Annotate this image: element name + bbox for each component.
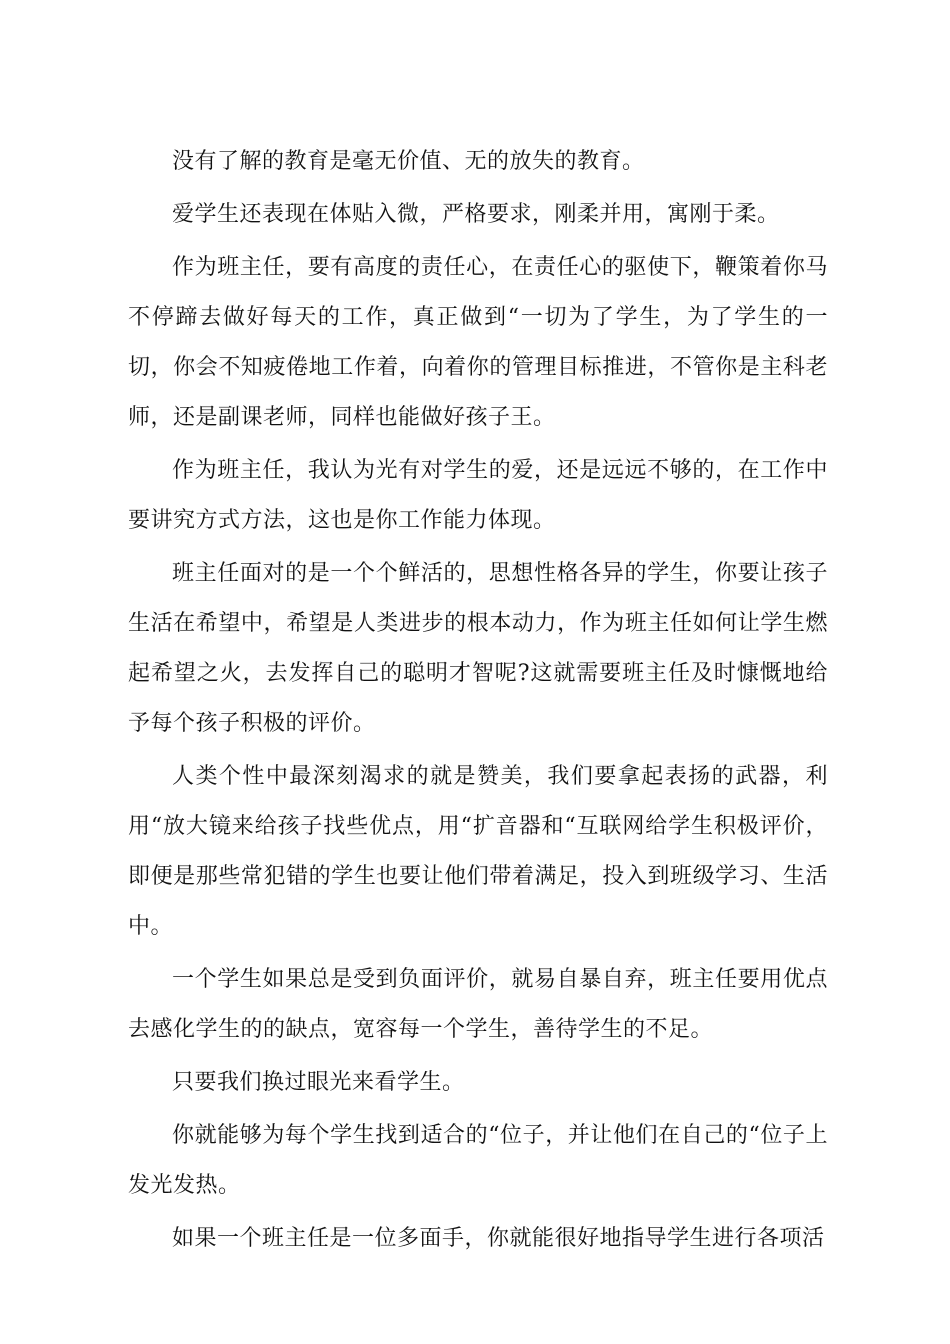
paragraph: 作为班主任，我认为光有对学生的爱，还是远远不够的，在工作中要讲究方式方法，这也是你工作能力体现。 — [128, 458, 828, 533]
paragraph: 班主任面对的是一个个鲜活的，思想性格各异的学生，你要让孩子生活在希望中，希望是人类进步的根本动力，作为班主任如何让学生燃起希望之火，去发挥自己的聪明才智呢?这就需要班主任及时慷慨地给予每个孩子积极的评价。 — [128, 561, 828, 736]
paragraph: 一个学生如果总是受到负面评价，就易自暴自弃，班主任要用优点去感化学生的的缺点，宽容每一个学生，善待学生的不足。 — [128, 967, 828, 1042]
paragraph: 人类个性中最深刻渴求的就是赞美，我们要拿起表扬的武器，利用“放大镜来给孩子找些优点，用“扩音器和“互联网给学生积极评价，即便是那些常犯错的学生也要让他们带着满足，投入到班级学习、生活中。 — [128, 764, 828, 939]
paragraph: 作为班主任，要有高度的责任心，在责任心的驱使下，鞭策着你马不停蹄去做好每天的工作，真正做到“一切为了学生，为了学生的一切，你会不知疲倦地工作着，向着你的管理目标推进，不管你是主科老师，还是副课老师，同样也能做好孩子王。 — [128, 255, 828, 430]
paragraph: 爱学生还表现在体贴入微，严格要求，刚柔并用，寓刚于柔。 — [172, 202, 780, 227]
paragraph: 没有了解的教育是毫无价值、无的放失的教育。 — [172, 149, 645, 174]
document-body — [128, 137, 828, 1264]
paragraph: 如果一个班主任是一位多面手，你就能很好地指导学生进行各项活 — [172, 1226, 825, 1251]
paragraph: 只要我们换过眼光来看学生。 — [172, 1070, 465, 1095]
paragraph: 你就能够为每个学生找到适合的“位子，并让他们在自己的“位子上发光发热。 — [128, 1123, 828, 1198]
